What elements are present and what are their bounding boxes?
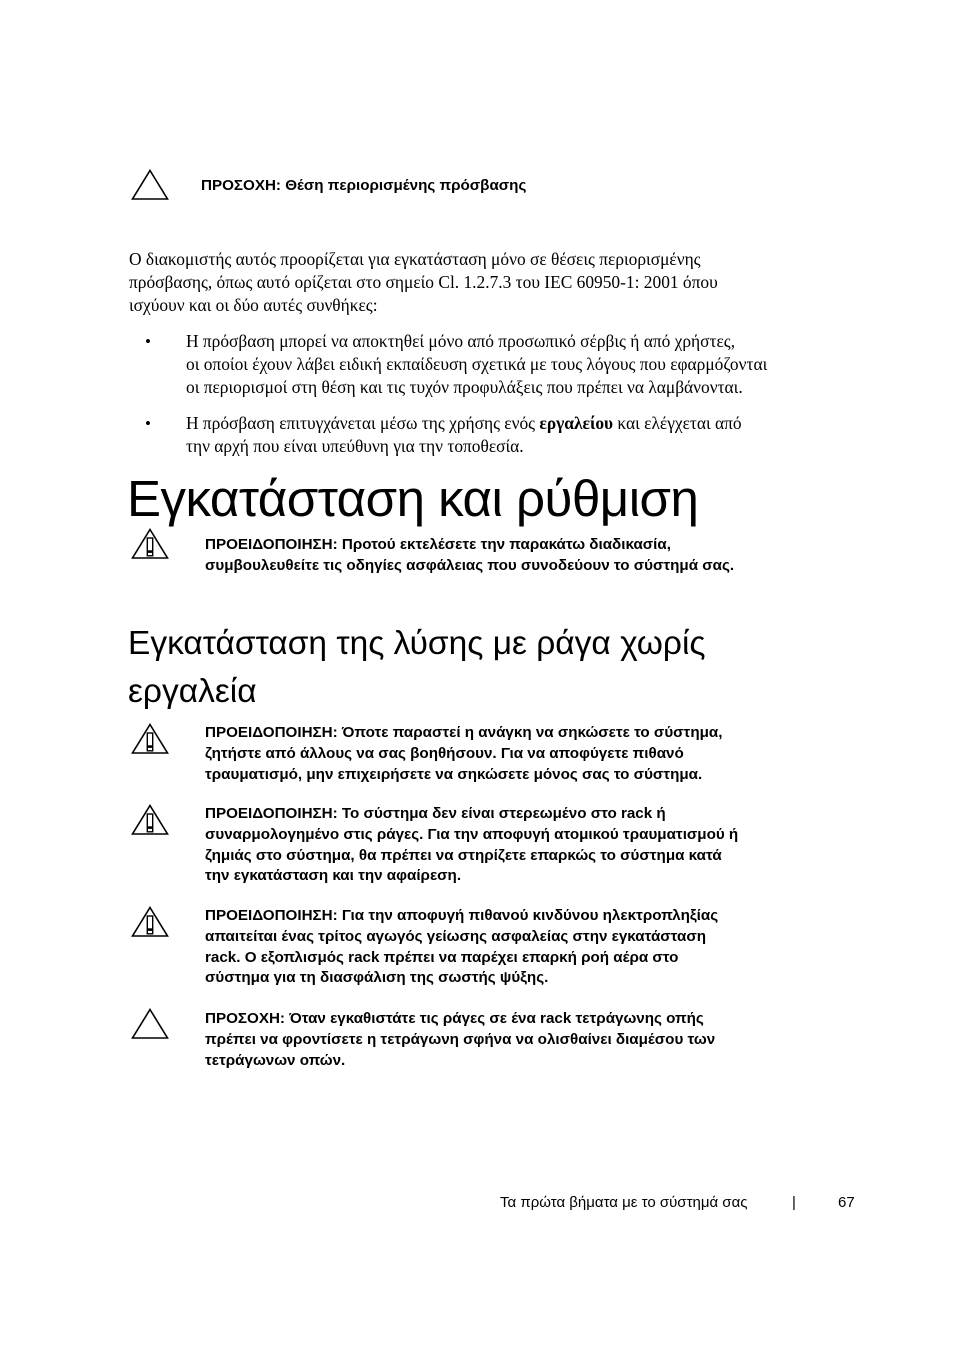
- warning-notice: [205, 535, 734, 577]
- warning-line: rack. Ο εξοπλισμός rack πρέπει να παρέχει επαρκή ροή αέρα στο: [205, 948, 679, 966]
- warning-notice: [205, 804, 738, 887]
- warning-line: ΠΡΟΕΙΔΟΠΟΙΗΣΗ: Το σύστημα δεν είναι στερεωμένο στο rack ή: [205, 805, 666, 822]
- warning-notice: [205, 906, 718, 989]
- warning-icon: [131, 723, 169, 755]
- caution-notice: [205, 1009, 715, 1071]
- bullet-text: και ελέγχεται από: [613, 413, 742, 433]
- page-number: 67: [838, 1194, 855, 1211]
- intro-line: ισχύουν και οι δύο αυτές συνθήκες:: [129, 295, 378, 315]
- intro-line: πρόσβασης, όπως αυτό ορίζεται στο σημείο Cl. 1.2.7.3 του IEC 60950-1: 2001 όπου: [129, 272, 718, 292]
- warning-line: την εγκατάσταση και την αφαίρεση.: [205, 867, 462, 885]
- warning-line: συμβουλευθείτε τις οδηγίες ασφάλειας που συνοδεύουν το σύστημά σας.: [205, 556, 735, 574]
- warning-line: συναρμολογημένο στις ράγες. Για την αποφυγή ατομικού τραυματισμού ή: [205, 825, 739, 843]
- warning-line: ΠΡΟΕΙΔΟΠΟΙΗΣΗ: Προτού εκτελέσετε την παρακάτω διαδικασία,: [205, 536, 671, 553]
- section-heading: Εγκατάσταση και ρύθμιση: [127, 470, 699, 527]
- warning-line: σύστημα για τη διασφάλιση της σωστής ψύξης.: [205, 969, 549, 987]
- subsection-heading-line: εργαλεία: [128, 673, 257, 710]
- bullet-dot: •: [145, 332, 151, 351]
- bullet-line: την αρχή που είναι υπεύθυνη για την τοποθεσία.: [186, 436, 524, 456]
- subsection-heading: [128, 620, 706, 716]
- subsection-heading-line: Εγκατάσταση της λύσης με ράγα χωρίς: [128, 625, 706, 662]
- caution-line: ΠΡΟΣΟΧΗ: Όταν εγκαθιστάτε τις ράγες σε ένα rack τετράγωνης οπής: [205, 1010, 704, 1027]
- bullet-line: [186, 412, 742, 435]
- warning-line: ΠΡΟΕΙΔΟΠΟΙΗΣΗ: Όποτε παραστεί η ανάγκη να σηκώσετε το σύστημα,: [205, 724, 723, 741]
- caution-icon: [131, 1008, 169, 1040]
- caution-text: ΠΡΟΣΟΧΗ: Θέση περιορισμένης πρόσβασης: [201, 177, 527, 194]
- warning-line: ζημιάς στο σύστημα, θα πρέπει να στηρίζετε επαρκώς το σύστημα κατά: [205, 846, 722, 864]
- warning-icon: [131, 804, 169, 836]
- caution-line: πρέπει να φροντίσετε η τετράγωνη σφήνα να ολισθαίνει διαμέσου των: [205, 1030, 716, 1048]
- warning-line: ΠΡΟΕΙΔΟΠΟΙΗΣΗ: Για την αποφυγή πιθανού κινδύνου ηλεκτροπληξίας: [205, 907, 719, 924]
- bold-term: εργαλείου: [539, 413, 614, 433]
- warning-icon: [131, 906, 169, 938]
- warning-line: ζητήστε από άλλους να σας βοηθήσουν. Για να αποφύγετε πιθανό: [205, 744, 684, 762]
- warning-icon: [131, 528, 169, 560]
- bullet-line: Η πρόσβαση μπορεί να αποκτηθεί μόνο από προσωπικό σέρβις ή από χρήστες,: [186, 331, 736, 351]
- warning-line: τραυματισμό, μην επιχειρήσετε να σηκώσετε μόνος σας το σύστημα.: [205, 765, 703, 783]
- warning-notice: [205, 723, 722, 785]
- warning-line: απαιτείται ένας τρίτος αγωγός γείωσης ασφαλείας στην εγκατάσταση: [205, 927, 707, 945]
- intro-line: Ο διακομιστής αυτός προορίζεται για εγκατάσταση μόνο σε θέσεις περιορισμένης: [129, 249, 701, 269]
- bullet-item: [186, 330, 767, 399]
- bullet-line: οι περιορισμοί στη θέση και τις τυχόν προφυλάξεις που πρέπει να λαμβάνονται.: [186, 377, 743, 397]
- intro-paragraph: [129, 248, 718, 317]
- bullet-dot: •: [145, 414, 151, 433]
- caution-notice: [201, 176, 526, 197]
- caution-icon: [131, 169, 169, 201]
- caution-line: τετράγωνων οπών.: [205, 1051, 346, 1069]
- footer-separator: |: [792, 1194, 796, 1211]
- bullet-item: [186, 412, 742, 458]
- bullet-line: οι οποίοι έχουν λάβει ειδική εκπαίδευση σχετικά με τους λόγους που εφαρμόζονται: [186, 354, 768, 374]
- footer-title: Τα πρώτα βήματα με το σύστημά σας: [500, 1194, 748, 1211]
- bullet-text: Η πρόσβαση επιτυγχάνεται μέσω της χρήσης ενός: [186, 413, 540, 433]
